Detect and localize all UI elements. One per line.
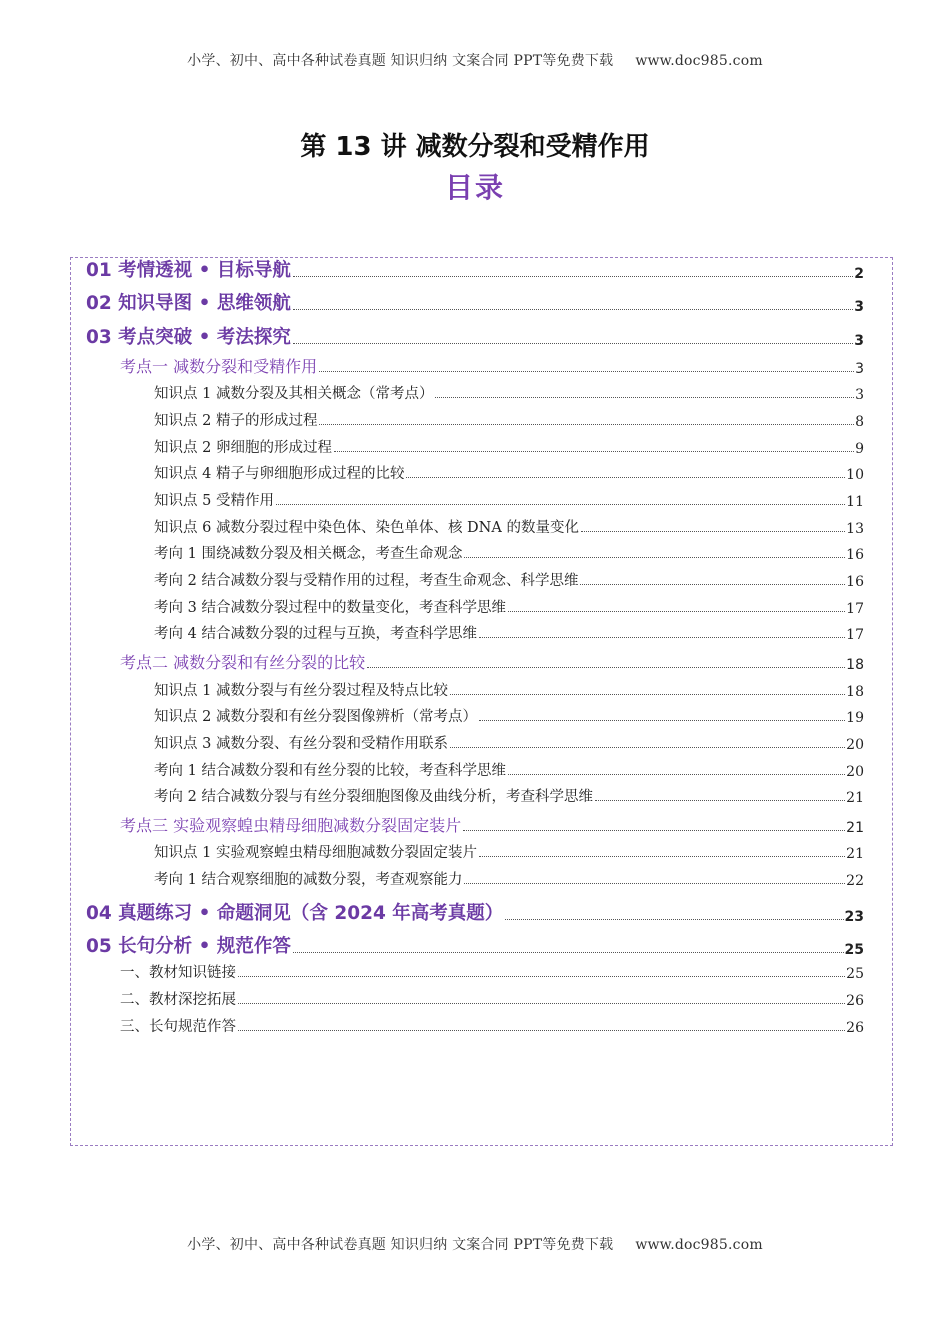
toc-leader-dots bbox=[293, 308, 853, 310]
toc-leader-dots bbox=[508, 773, 845, 775]
toc-leader-dots bbox=[464, 882, 845, 884]
toc-entry[interactable] bbox=[154, 705, 864, 726]
toc-entry-page: 18 bbox=[846, 684, 864, 700]
toc-entry-title: 01 考情透视 • 目标导航 bbox=[86, 260, 291, 281]
toc-entry[interactable] bbox=[154, 622, 864, 643]
toc-entry-page: 18 bbox=[846, 657, 864, 673]
toc-entry[interactable] bbox=[120, 813, 864, 836]
toc-entry-title: 考点一 减数分裂和受精作用 bbox=[120, 357, 318, 376]
toc-entry-page: 26 bbox=[846, 1020, 864, 1036]
toc-entry-page: 20 bbox=[846, 737, 864, 753]
toc-entry-title: 05 长句分析 • 规范作答 bbox=[86, 936, 291, 957]
toc-entry-page: 3 bbox=[854, 299, 864, 315]
toc-entry-title: 04 真题练习 • 命题洞见（含 2024 年高考真题） bbox=[86, 903, 504, 924]
toc-leader-dots bbox=[580, 583, 845, 585]
toc-entry[interactable] bbox=[120, 1015, 864, 1036]
toc-entry-title: 考向 2 结合减数分裂与受精作用的过程，考查生命观念、科学思维 bbox=[154, 573, 579, 589]
toc-entry-page: 21 bbox=[846, 846, 864, 862]
toc-entry[interactable] bbox=[86, 932, 864, 958]
toc-leader-dots bbox=[581, 530, 845, 532]
toc-leader-dots bbox=[450, 693, 845, 695]
toc-leader-dots bbox=[435, 396, 854, 398]
toc-entry[interactable] bbox=[154, 679, 864, 700]
toc-entry-title: 知识点 3 减数分裂、有丝分裂和受精作用联系 bbox=[154, 736, 448, 752]
footer-url[interactable]: www.doc985.com bbox=[635, 1237, 763, 1253]
toc-entry-title: 知识点 4 精子与卵细胞形成过程的比较 bbox=[154, 466, 405, 482]
toc-entry-page: 8 bbox=[855, 414, 864, 430]
toc-leader-dots bbox=[595, 799, 845, 801]
toc-entry-page: 17 bbox=[846, 627, 864, 643]
toc-entry-page: 2 bbox=[854, 266, 864, 282]
toc-entry-title: 考点二 减数分裂和有丝分裂的比较 bbox=[120, 653, 366, 672]
toc-leader-dots bbox=[319, 370, 854, 372]
toc-entry[interactable] bbox=[154, 409, 864, 430]
toc-entry[interactable] bbox=[154, 841, 864, 862]
toc-entry-title: 知识点 1 实验观察蝗虫精母细胞减数分裂固定装片 bbox=[154, 845, 477, 861]
toc-entry[interactable] bbox=[154, 542, 864, 563]
toc-leader-dots bbox=[293, 951, 844, 953]
toc-leader-dots bbox=[505, 918, 843, 920]
toc-entry-page: 21 bbox=[846, 790, 864, 806]
toc-entry-page: 16 bbox=[846, 547, 864, 563]
toc-entry-page: 20 bbox=[846, 764, 864, 780]
toc-leader-dots bbox=[238, 1002, 845, 1004]
toc-leader-dots bbox=[479, 636, 845, 638]
toc-entry-title: 考点三 实验观察蝗虫精母细胞减数分裂固定装片 bbox=[120, 816, 462, 835]
toc-entry[interactable] bbox=[86, 289, 864, 315]
toc-entry[interactable] bbox=[86, 899, 864, 925]
toc-entry-title: 考向 4 结合减数分裂的过程与互换，考查科学思维 bbox=[154, 626, 477, 642]
toc-entry-title: 二、教材深挖拓展 bbox=[120, 992, 236, 1008]
toc-entry-page: 10 bbox=[846, 467, 864, 483]
toc-heading: 目录 bbox=[444, 171, 505, 204]
toc-leader-dots bbox=[508, 610, 845, 612]
toc-entry-title: 知识点 1 减数分裂与有丝分裂过程及特点比较 bbox=[154, 683, 448, 699]
toc-leader-dots bbox=[479, 719, 845, 721]
toc-entry-page: 11 bbox=[846, 494, 864, 510]
toc-entry-title: 知识点 2 卵细胞的形成过程 bbox=[154, 440, 332, 456]
toc-entry-page: 26 bbox=[846, 993, 864, 1009]
toc-entry[interactable] bbox=[154, 759, 864, 780]
toc-entry-page: 25 bbox=[844, 942, 864, 958]
toc-entry-title: 三、长句规范作答 bbox=[120, 1019, 236, 1035]
toc-entry[interactable] bbox=[120, 354, 864, 377]
toc-entry[interactable] bbox=[154, 382, 864, 403]
toc-entry-title: 知识点 1 减数分裂及其相关概念（常考点） bbox=[154, 386, 434, 402]
toc-entry-page: 22 bbox=[846, 873, 864, 889]
toc-entry-title: 考向 2 结合减数分裂与有丝分裂细胞图像及曲线分析，考查科学思维 bbox=[154, 789, 593, 805]
header-url[interactable]: www.doc985.com bbox=[635, 53, 763, 69]
toc-entry[interactable] bbox=[154, 868, 864, 889]
toc-entry[interactable] bbox=[120, 650, 864, 673]
page-header bbox=[0, 50, 950, 70]
toc-leader-dots bbox=[238, 1029, 845, 1031]
toc-entry-title: 考向 3 结合减数分裂过程中的数量变化，考查科学思维 bbox=[154, 600, 506, 616]
toc-entry[interactable] bbox=[86, 256, 864, 282]
toc-entry-title: 知识点 5 受精作用 bbox=[154, 493, 274, 509]
toc-leader-dots bbox=[293, 342, 853, 344]
toc-entry-page: 25 bbox=[846, 966, 864, 982]
toc-entry-title: 02 知识导图 • 思维领航 bbox=[86, 293, 291, 314]
toc-entry[interactable] bbox=[154, 596, 864, 617]
toc-leader-dots bbox=[367, 666, 845, 668]
toc-entry[interactable] bbox=[86, 323, 864, 349]
toc-entry-title: 知识点 6 减数分裂过程中染色体、染色单体、核 DNA 的数量变化 bbox=[154, 520, 579, 536]
page-title: 第 13 讲 减数分裂和受精作用 bbox=[300, 132, 650, 162]
toc-entry-title: 考向 1 围绕减数分裂及相关概念，考查生命观念 bbox=[154, 546, 463, 562]
toc-entry-title: 考向 1 结合减数分裂和有丝分裂的比较，考查科学思维 bbox=[154, 763, 506, 779]
toc-leader-dots bbox=[276, 503, 845, 505]
toc-entry-page: 21 bbox=[846, 820, 864, 836]
toc-entry[interactable] bbox=[154, 569, 864, 590]
toc-entry-title: 考向 1 结合观察细胞的减数分裂，考查观察能力 bbox=[154, 872, 463, 888]
toc-entry[interactable] bbox=[154, 489, 864, 510]
toc-entry[interactable] bbox=[120, 988, 864, 1009]
toc-entry[interactable] bbox=[154, 785, 864, 806]
toc-leader-dots bbox=[406, 476, 845, 478]
toc-leader-dots bbox=[464, 556, 845, 558]
toc-entry-title: 知识点 2 减数分裂和有丝分裂图像辨析（常考点） bbox=[154, 709, 477, 725]
toc-entry-page: 16 bbox=[846, 574, 864, 590]
toc-leader-dots bbox=[293, 275, 853, 277]
toc-entry-page: 13 bbox=[846, 521, 864, 537]
toc-entry-page: 23 bbox=[844, 909, 864, 925]
toc-entry[interactable] bbox=[120, 961, 864, 982]
toc-entry-page: 3 bbox=[854, 333, 864, 349]
toc-entry-page: 17 bbox=[846, 601, 864, 617]
toc-entry-title: 03 考点突破 • 考法探究 bbox=[86, 327, 291, 348]
toc-entry-page: 3 bbox=[855, 361, 864, 377]
toc-leader-dots bbox=[238, 975, 845, 977]
toc-entry-page: 9 bbox=[855, 441, 864, 457]
toc-entry-title: 知识点 2 精子的形成过程 bbox=[154, 413, 318, 429]
page-footer bbox=[0, 1234, 950, 1254]
toc-leader-dots bbox=[334, 450, 854, 452]
footer-text: 小学、初中、高中各种试卷真题 知识归纳 文案合同 PPT等免费下载 bbox=[187, 1237, 614, 1253]
toc-leader-dots bbox=[450, 746, 845, 748]
toc-leader-dots bbox=[463, 829, 845, 831]
toc-entry[interactable] bbox=[154, 732, 864, 753]
toc-leader-dots bbox=[319, 423, 854, 425]
toc-entry-title: 一、教材知识链接 bbox=[120, 965, 236, 981]
toc-entry[interactable] bbox=[154, 462, 864, 483]
toc-entry[interactable] bbox=[154, 436, 864, 457]
header-text: 小学、初中、高中各种试卷真题 知识归纳 文案合同 PPT等免费下载 bbox=[187, 53, 614, 69]
toc-entry[interactable] bbox=[154, 516, 864, 537]
toc-entry-page: 3 bbox=[855, 387, 864, 403]
toc-leader-dots bbox=[479, 855, 845, 857]
toc-entry-page: 19 bbox=[846, 710, 864, 726]
